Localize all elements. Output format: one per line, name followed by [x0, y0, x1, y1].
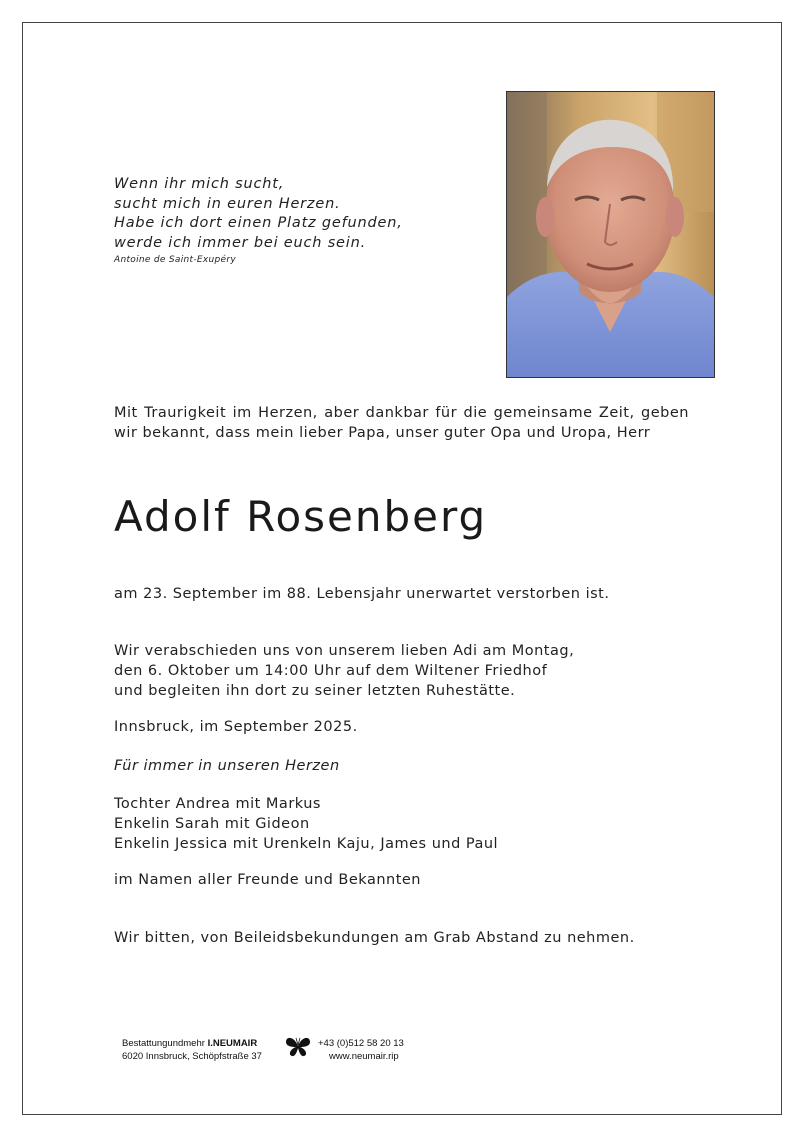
- brand-name: I.NEUMAIR: [207, 1038, 258, 1049]
- on-behalf-line: im Namen aller Freunde und Bekannten: [114, 872, 422, 888]
- farewell-line: Wir verabschieden uns von unserem lieben Adi am Montag,: [114, 643, 575, 659]
- portrait-illustration: [507, 92, 714, 377]
- deceased-name: Adolf Rosenberg: [114, 492, 488, 541]
- family-list: [114, 794, 498, 854]
- condolence-request: Wir bitten, von Beileidsbekundungen am Grab Abstand zu nehmen.: [114, 930, 635, 946]
- funeral-home-brand: [122, 1037, 262, 1050]
- farewell-details: [114, 641, 574, 701]
- quote-author: Antoine de Saint-Exupéry: [114, 255, 237, 265]
- butterfly-icon: [284, 1034, 312, 1062]
- portrait-photo: [506, 91, 715, 378]
- brand-prefix: Bestattungundmehr: [122, 1038, 205, 1049]
- farewell-line: den 6. Oktober um 14:00 Uhr auf dem Wiltener Friedhof: [114, 663, 548, 679]
- family-member: Enkelin Sarah mit Gideon: [114, 816, 310, 832]
- funeral-home-info: [122, 1037, 262, 1063]
- family-member: Enkelin Jessica mit Urenkeln Kaju, James und Paul: [114, 836, 499, 852]
- quote-line: Wenn ihr mich sucht,: [114, 176, 285, 192]
- memorial-quote: [114, 175, 474, 267]
- quote-line: Habe ich dort einen Platz gefunden,: [114, 215, 403, 231]
- funeral-home-address: 6020 Innsbruck, Schöpfstraße 37: [122, 1051, 262, 1062]
- quote-line: sucht mich in euren Herzen.: [114, 195, 341, 212]
- website-link[interactable]: www.neumair.rip: [329, 1051, 399, 1062]
- farewell-line: und begleiten ihn dort zu seiner letzten Ruhestätte.: [114, 683, 516, 699]
- phone-number: +43 (0)512 58 20 13: [318, 1038, 404, 1049]
- death-notice: am 23. September im 88. Lebensjahr unerwartet verstorben ist.: [114, 586, 610, 602]
- quote-line: werde ich immer bei euch sein.: [114, 234, 366, 251]
- memorial-motto: Für immer in unseren Herzen: [114, 758, 340, 774]
- place-date: Innsbruck, im September 2025.: [114, 719, 358, 735]
- family-member: Tochter Andrea mit Markus: [114, 796, 321, 812]
- funeral-home-contact: [318, 1037, 404, 1063]
- announcement-intro: Mit Traurigkeit im Herzen, aber dankbar für die gemeinsame Zeit, geben wir bekannt, dass mein lieber Papa, unser guter Opa und Uropa, Herr: [114, 405, 689, 441]
